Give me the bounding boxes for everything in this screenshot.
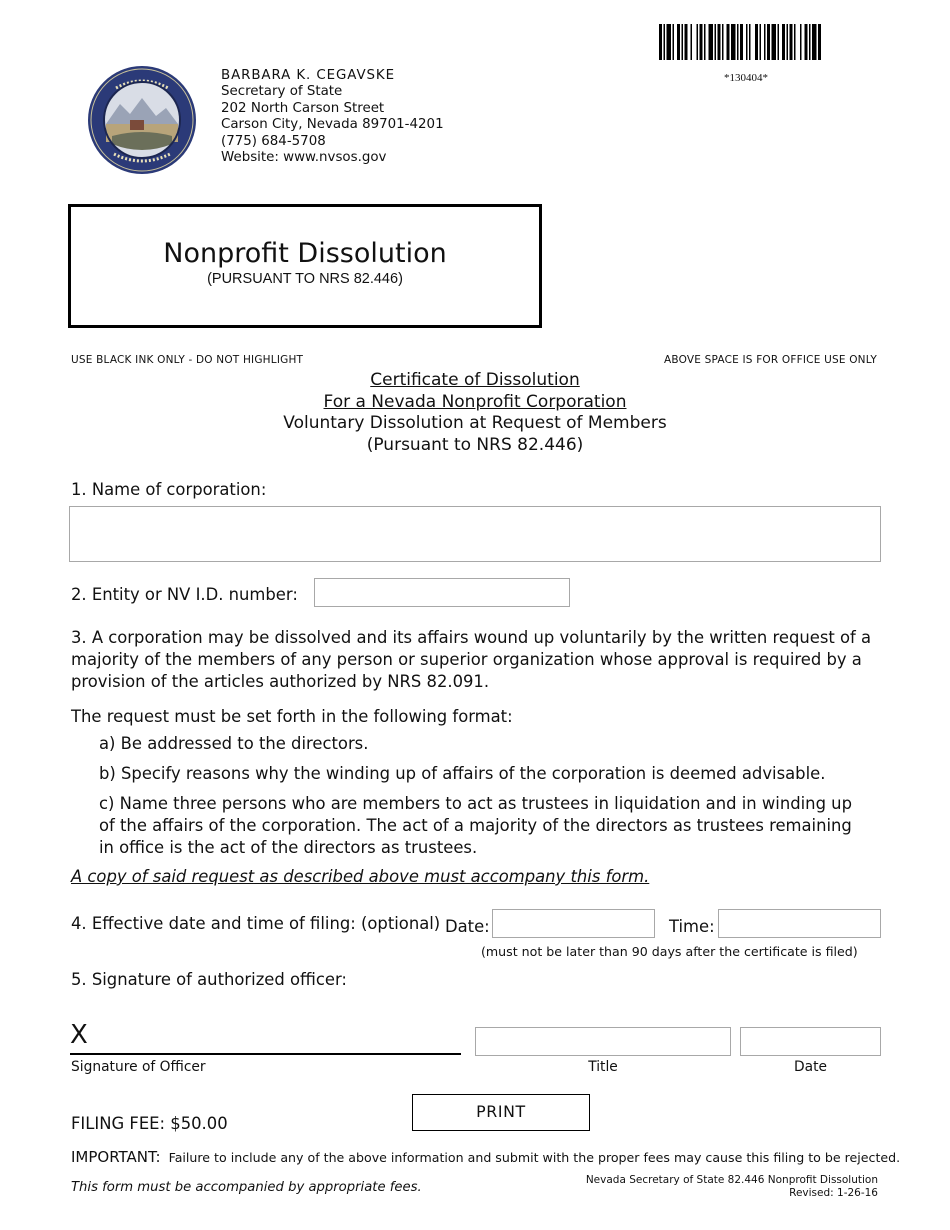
form-title: Nonprofit Dissolution [163,238,447,269]
barcode-bar [800,24,802,60]
form-footer [586,1174,878,1200]
signature-line[interactable] [70,1053,461,1055]
office-address-block [221,68,444,166]
format-intro: The request must be set forth in the following format: [71,707,513,726]
effective-time-input[interactable] [718,909,881,938]
important-notice [71,1148,900,1166]
footer-form-id: Nevada Secretary of State 82.446 Nonprofit Dissolution [585,1174,878,1186]
accompany-note: This form must be accompanied by appropriate fees. [71,1180,422,1195]
certificate-type: Voluntary Dissolution at Request of Members [283,413,667,434]
barcode-bar [673,24,675,60]
corporation-name-input[interactable] [69,506,881,562]
barcode-bar [755,24,758,60]
date-label: Date: [445,917,490,936]
signature-date-input[interactable] [740,1027,881,1056]
barcode-bar [722,24,724,60]
certificate-statute: (Pursuant to NRS 82.446) [366,434,584,455]
barcode-bar [794,24,796,60]
barcode-bar [691,24,693,60]
barcode-bar [718,24,721,60]
form-subtitle: (PURSUANT TO NRS 82.446) [207,271,403,287]
barcode-bar [782,24,785,60]
effective-date-note: (must not be later than 90 days after the certificate is filed) [481,944,858,959]
barcode-bar [740,24,743,60]
footer-revised: Revised: 1-26-16 [789,1187,878,1199]
barcode-bar [697,24,699,60]
barcode-bar [778,24,780,60]
barcode-bar [809,24,811,60]
barcode-bar [749,24,751,60]
barcode-bar [667,24,672,60]
barcode-bar [700,24,703,60]
barcode-bar [790,24,793,60]
barcode-number: *130404* [724,72,768,84]
barcode-bar [677,24,680,60]
barcode-bar [772,24,777,60]
corporation-name-label: 1. Name of corporation: [71,480,267,499]
signature-label: 5. Signature of authorized officer: [71,970,347,989]
barcode-bar [767,24,770,60]
effective-date-label: 4. Effective date and time of filing: (optional) [71,914,441,933]
certificate-subtitle: For a Nevada Nonprofit Corporation [323,391,627,412]
format-item-b: b) Specify reasons why the winding up of affairs of the corporation is deemed advisable. [99,764,826,783]
signature-caption: Signature of Officer [71,1059,206,1075]
office-use-notice: ABOVE SPACE IS FOR OFFICE USE ONLY [664,354,877,366]
office-address-line2: Carson City, Nevada 89701-4201 [221,117,444,133]
barcode-bar [715,24,717,60]
important-text: Failure to include any of the above information and submit with the proper fees may cause this filing to be rejected. [168,1150,901,1165]
entity-id-label: 2. Entity or NV I.D. number: [71,585,298,604]
date-caption: Date [794,1059,827,1075]
barcode-bar [805,24,808,60]
black-ink-notice: USE BLACK INK ONLY - DO NOT HIGHLIGHT [71,354,304,366]
barcode-bar [812,24,817,60]
filing-fee: FILING FEE: $50.00 [71,1114,228,1133]
office-phone: (775) 684-5708 [221,133,326,149]
officer-title-input[interactable] [475,1027,731,1056]
secretary-name: BARBARA K. CEGAVSKE [221,68,395,83]
office-address-line1: 202 North Carson Street [221,100,385,116]
format-item-a: a) Be addressed to the directors. [99,734,369,753]
barcode-bar [704,24,706,60]
barcode-bar [746,24,748,60]
barcode-bar [764,24,766,60]
barcode-bar [727,24,730,60]
barcode-bar [709,24,714,60]
barcode-bar [787,24,789,60]
entity-id-input[interactable] [314,578,570,607]
time-label: Time: [669,917,715,936]
barcode-bar [685,24,688,60]
office-website: Website: www.nvsos.gov [221,150,387,166]
barcode-bar [664,24,666,60]
signature-x-mark: X [70,1020,88,1050]
office-title: Secretary of State [221,84,343,100]
barcode-bar [818,24,821,60]
copy-note: A copy of said request as described above must accompany this form. [71,867,650,886]
certificate-heading [0,370,950,456]
form-title-box [68,204,542,328]
nevada-state-seal [86,64,198,176]
barcode-bar [659,24,662,60]
barcode-bar [760,24,762,60]
effective-date-input[interactable] [492,909,655,938]
format-item-c: c) Name three persons who are members to act as trustees in liquidation and in winding up of the affairs of the corporation. The act of a majority of the directors as trustees remaining in office is the act of the directors as trustees. [99,794,852,857]
certificate-title: Certificate of Dissolution [370,370,580,390]
barcode [659,24,889,60]
title-caption: Title [588,1059,618,1075]
barcode-bar [737,24,739,60]
important-heading: IMPORTANT: [71,1148,161,1166]
print-button[interactable]: PRINT [412,1094,590,1131]
barcode-bar [682,24,684,60]
barcode-bar [731,24,736,60]
section3-paragraph: 3. A corporation may be dissolved and its affairs wound up voluntarily by the written request of a majority of the members of any person or superior organization whose approval is required by a provision of the articles authorized by NRS 82.091. [71,628,872,691]
